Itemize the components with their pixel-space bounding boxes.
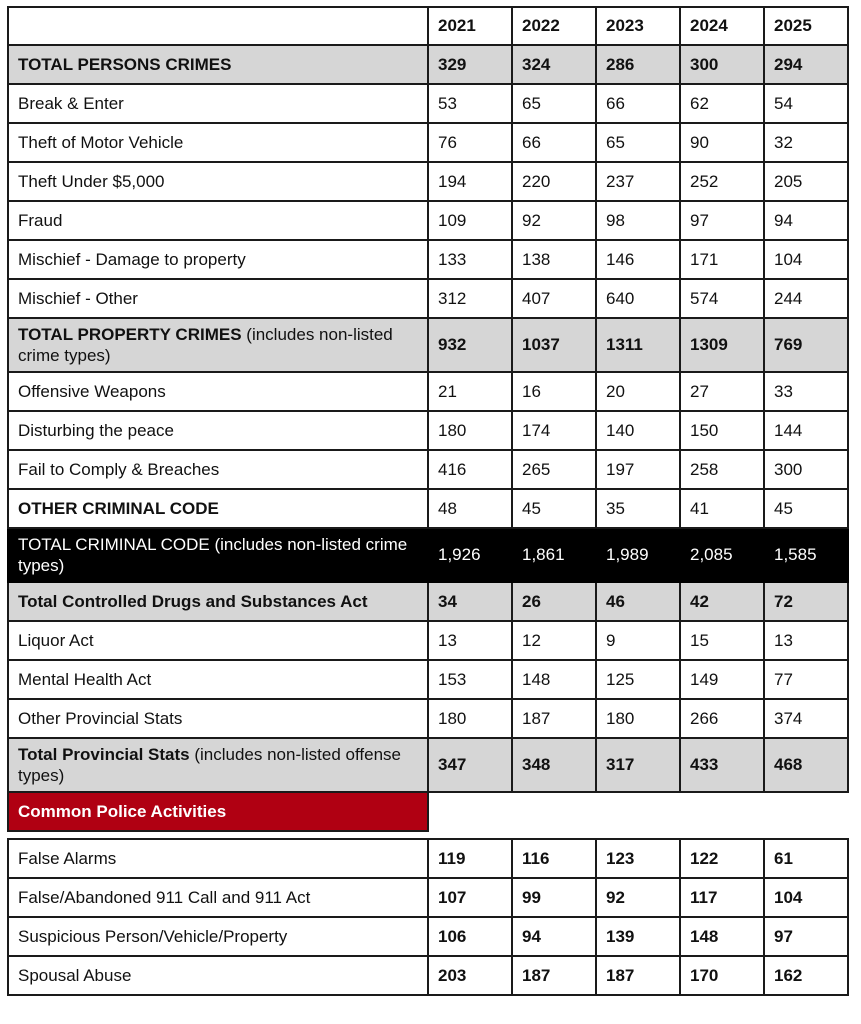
value-cell: 66 bbox=[512, 123, 596, 162]
table-row bbox=[8, 201, 848, 240]
value-cell: 66 bbox=[596, 84, 680, 123]
value-cell: 97 bbox=[680, 201, 764, 240]
table-row bbox=[8, 621, 848, 660]
row-label bbox=[8, 279, 428, 318]
value-cell: 312 bbox=[428, 279, 512, 318]
value-cell: 252 bbox=[680, 162, 764, 201]
value-cell: 162 bbox=[764, 956, 848, 995]
row-label bbox=[8, 372, 428, 411]
table-row bbox=[8, 279, 848, 318]
value-cell: 104 bbox=[764, 878, 848, 917]
value-cell: 300 bbox=[680, 45, 764, 84]
row-label bbox=[8, 699, 428, 738]
value-cell: 174 bbox=[512, 411, 596, 450]
value-cell: 99 bbox=[512, 878, 596, 917]
value-cell: 244 bbox=[764, 279, 848, 318]
table-row bbox=[8, 84, 848, 123]
value-cell: 45 bbox=[764, 489, 848, 528]
value-cell: 2,085 bbox=[680, 528, 764, 582]
table-row bbox=[8, 372, 848, 411]
row-label-text: OTHER CRIMINAL CODE bbox=[18, 499, 219, 518]
year-header: 2023 bbox=[596, 7, 680, 45]
table-row bbox=[8, 240, 848, 279]
row-label bbox=[8, 84, 428, 123]
section-header-row bbox=[8, 792, 848, 831]
value-cell: 92 bbox=[512, 201, 596, 240]
row-label bbox=[8, 528, 428, 582]
activity-row bbox=[8, 839, 848, 878]
year-header: 2025 bbox=[764, 7, 848, 45]
activity-row bbox=[8, 878, 848, 917]
value-cell: 13 bbox=[428, 621, 512, 660]
value-cell: 265 bbox=[512, 450, 596, 489]
value-cell: 92 bbox=[596, 878, 680, 917]
section-empty-cell bbox=[428, 792, 848, 831]
value-cell: 149 bbox=[680, 660, 764, 699]
activity-label: Spousal Abuse bbox=[8, 956, 428, 995]
value-cell: 119 bbox=[428, 839, 512, 878]
value-cell: 1311 bbox=[596, 318, 680, 372]
table-row bbox=[8, 318, 848, 372]
row-label-text: Liquor Act bbox=[18, 631, 94, 650]
year-header: 2022 bbox=[512, 7, 596, 45]
value-cell: 1309 bbox=[680, 318, 764, 372]
value-cell: 433 bbox=[680, 738, 764, 792]
value-cell: 41 bbox=[680, 489, 764, 528]
table-row bbox=[8, 123, 848, 162]
value-cell: 15 bbox=[680, 621, 764, 660]
value-cell: 94 bbox=[764, 201, 848, 240]
value-cell: 45 bbox=[512, 489, 596, 528]
value-cell: 1,585 bbox=[764, 528, 848, 582]
row-label-text: TOTAL PROPERTY CRIMES bbox=[18, 325, 242, 344]
value-cell: 150 bbox=[680, 411, 764, 450]
value-cell: 12 bbox=[512, 621, 596, 660]
row-label-text: Theft of Motor Vehicle bbox=[18, 133, 184, 152]
value-cell: 72 bbox=[764, 582, 848, 621]
value-cell: 76 bbox=[428, 123, 512, 162]
value-cell: 109 bbox=[428, 201, 512, 240]
row-label bbox=[8, 123, 428, 162]
row-label-text: Break & Enter bbox=[18, 94, 124, 113]
value-cell: 1,989 bbox=[596, 528, 680, 582]
row-label-text: TOTAL CRIMINAL CODE (includes non-listed crime types) bbox=[18, 535, 408, 575]
value-cell: 34 bbox=[428, 582, 512, 621]
value-cell: 117 bbox=[680, 878, 764, 917]
value-cell: 125 bbox=[596, 660, 680, 699]
header-blank-cell bbox=[8, 7, 428, 45]
activity-label: False/Abandoned 911 Call and 911 Act bbox=[8, 878, 428, 917]
value-cell: 348 bbox=[512, 738, 596, 792]
value-cell: 122 bbox=[680, 839, 764, 878]
value-cell: 374 bbox=[764, 699, 848, 738]
value-cell: 146 bbox=[596, 240, 680, 279]
row-label-text: Disturbing the peace bbox=[18, 421, 174, 440]
value-cell: 9 bbox=[596, 621, 680, 660]
table-row bbox=[8, 411, 848, 450]
row-label bbox=[8, 450, 428, 489]
value-cell: 266 bbox=[680, 699, 764, 738]
value-cell: 77 bbox=[764, 660, 848, 699]
value-cell: 153 bbox=[428, 660, 512, 699]
row-label-text: Other Provincial Stats bbox=[18, 709, 183, 728]
value-cell: 187 bbox=[512, 699, 596, 738]
value-cell: 180 bbox=[428, 699, 512, 738]
value-cell: 1,861 bbox=[512, 528, 596, 582]
value-cell: 187 bbox=[596, 956, 680, 995]
value-cell: 300 bbox=[764, 450, 848, 489]
value-cell: 32 bbox=[764, 123, 848, 162]
row-label bbox=[8, 621, 428, 660]
value-cell: 347 bbox=[428, 738, 512, 792]
value-cell: 1,926 bbox=[428, 528, 512, 582]
row-label-text: Total Provincial Stats bbox=[18, 745, 190, 764]
row-label bbox=[8, 738, 428, 792]
value-cell: 61 bbox=[764, 839, 848, 878]
table-row bbox=[8, 738, 848, 792]
value-cell: 94 bbox=[512, 917, 596, 956]
value-cell: 97 bbox=[764, 917, 848, 956]
year-header: 2024 bbox=[680, 7, 764, 45]
value-cell: 48 bbox=[428, 489, 512, 528]
value-cell: 144 bbox=[764, 411, 848, 450]
value-cell: 148 bbox=[680, 917, 764, 956]
value-cell: 140 bbox=[596, 411, 680, 450]
crime-statistics-table bbox=[7, 6, 849, 996]
value-cell: 21 bbox=[428, 372, 512, 411]
section-title: Common Police Activities bbox=[8, 792, 428, 831]
value-cell: 294 bbox=[764, 45, 848, 84]
value-cell: 65 bbox=[512, 84, 596, 123]
value-cell: 138 bbox=[512, 240, 596, 279]
row-label bbox=[8, 411, 428, 450]
table-row bbox=[8, 162, 848, 201]
activity-label: False Alarms bbox=[8, 839, 428, 878]
value-cell: 42 bbox=[680, 582, 764, 621]
spacer-row bbox=[8, 831, 848, 839]
activity-row bbox=[8, 917, 848, 956]
value-cell: 106 bbox=[428, 917, 512, 956]
table-row bbox=[8, 582, 848, 621]
row-label bbox=[8, 582, 428, 621]
row-label-text: Theft Under $5,000 bbox=[18, 172, 165, 191]
value-cell: 104 bbox=[764, 240, 848, 279]
row-label-note: (includes non-listed crime types) bbox=[18, 325, 393, 365]
value-cell: 237 bbox=[596, 162, 680, 201]
table-row bbox=[8, 450, 848, 489]
value-cell: 932 bbox=[428, 318, 512, 372]
table-row bbox=[8, 699, 848, 738]
row-label bbox=[8, 240, 428, 279]
value-cell: 329 bbox=[428, 45, 512, 84]
row-label-text: Offensive Weapons bbox=[18, 382, 166, 401]
row-label bbox=[8, 318, 428, 372]
value-cell: 26 bbox=[512, 582, 596, 621]
value-cell: 640 bbox=[596, 279, 680, 318]
value-cell: 197 bbox=[596, 450, 680, 489]
row-label bbox=[8, 489, 428, 528]
row-label bbox=[8, 201, 428, 240]
table-row bbox=[8, 489, 848, 528]
value-cell: 574 bbox=[680, 279, 764, 318]
value-cell: 324 bbox=[512, 45, 596, 84]
value-cell: 194 bbox=[428, 162, 512, 201]
table-row bbox=[8, 45, 848, 84]
value-cell: 33 bbox=[764, 372, 848, 411]
table-row bbox=[8, 528, 848, 582]
row-label bbox=[8, 45, 428, 84]
value-cell: 107 bbox=[428, 878, 512, 917]
value-cell: 116 bbox=[512, 839, 596, 878]
value-cell: 180 bbox=[428, 411, 512, 450]
value-cell: 416 bbox=[428, 450, 512, 489]
row-label-note: (includes non-listed offense types) bbox=[18, 745, 401, 785]
value-cell: 46 bbox=[596, 582, 680, 621]
value-cell: 286 bbox=[596, 45, 680, 84]
value-cell: 1037 bbox=[512, 318, 596, 372]
value-cell: 123 bbox=[596, 839, 680, 878]
row-label bbox=[8, 162, 428, 201]
statistics-body bbox=[8, 45, 848, 995]
value-cell: 769 bbox=[764, 318, 848, 372]
value-cell: 90 bbox=[680, 123, 764, 162]
value-cell: 220 bbox=[512, 162, 596, 201]
value-cell: 98 bbox=[596, 201, 680, 240]
value-cell: 54 bbox=[764, 84, 848, 123]
row-label-text: Fail to Comply & Breaches bbox=[18, 460, 220, 479]
value-cell: 187 bbox=[512, 956, 596, 995]
row-label-text: Mischief - Damage to property bbox=[18, 250, 246, 269]
value-cell: 148 bbox=[512, 660, 596, 699]
row-label-text: Mental Health Act bbox=[18, 670, 152, 689]
activity-label: Suspicious Person/Vehicle/Property bbox=[8, 917, 428, 956]
value-cell: 171 bbox=[680, 240, 764, 279]
value-cell: 317 bbox=[596, 738, 680, 792]
row-label-text: Mischief - Other bbox=[18, 289, 138, 308]
value-cell: 53 bbox=[428, 84, 512, 123]
value-cell: 13 bbox=[764, 621, 848, 660]
value-cell: 20 bbox=[596, 372, 680, 411]
value-cell: 27 bbox=[680, 372, 764, 411]
value-cell: 203 bbox=[428, 956, 512, 995]
row-label-text: Fraud bbox=[18, 211, 63, 230]
value-cell: 258 bbox=[680, 450, 764, 489]
table-row bbox=[8, 660, 848, 699]
value-cell: 139 bbox=[596, 917, 680, 956]
value-cell: 170 bbox=[680, 956, 764, 995]
row-label-text: Total Controlled Drugs and Substances Act bbox=[18, 592, 368, 611]
row-label-text: TOTAL PERSONS CRIMES bbox=[18, 55, 232, 74]
row-label bbox=[8, 660, 428, 699]
activity-row bbox=[8, 956, 848, 995]
value-cell: 205 bbox=[764, 162, 848, 201]
value-cell: 133 bbox=[428, 240, 512, 279]
value-cell: 16 bbox=[512, 372, 596, 411]
year-header-row bbox=[8, 7, 848, 45]
value-cell: 65 bbox=[596, 123, 680, 162]
value-cell: 35 bbox=[596, 489, 680, 528]
year-header: 2021 bbox=[428, 7, 512, 45]
spacer-cell bbox=[8, 831, 848, 839]
value-cell: 468 bbox=[764, 738, 848, 792]
value-cell: 62 bbox=[680, 84, 764, 123]
value-cell: 180 bbox=[596, 699, 680, 738]
value-cell: 407 bbox=[512, 279, 596, 318]
